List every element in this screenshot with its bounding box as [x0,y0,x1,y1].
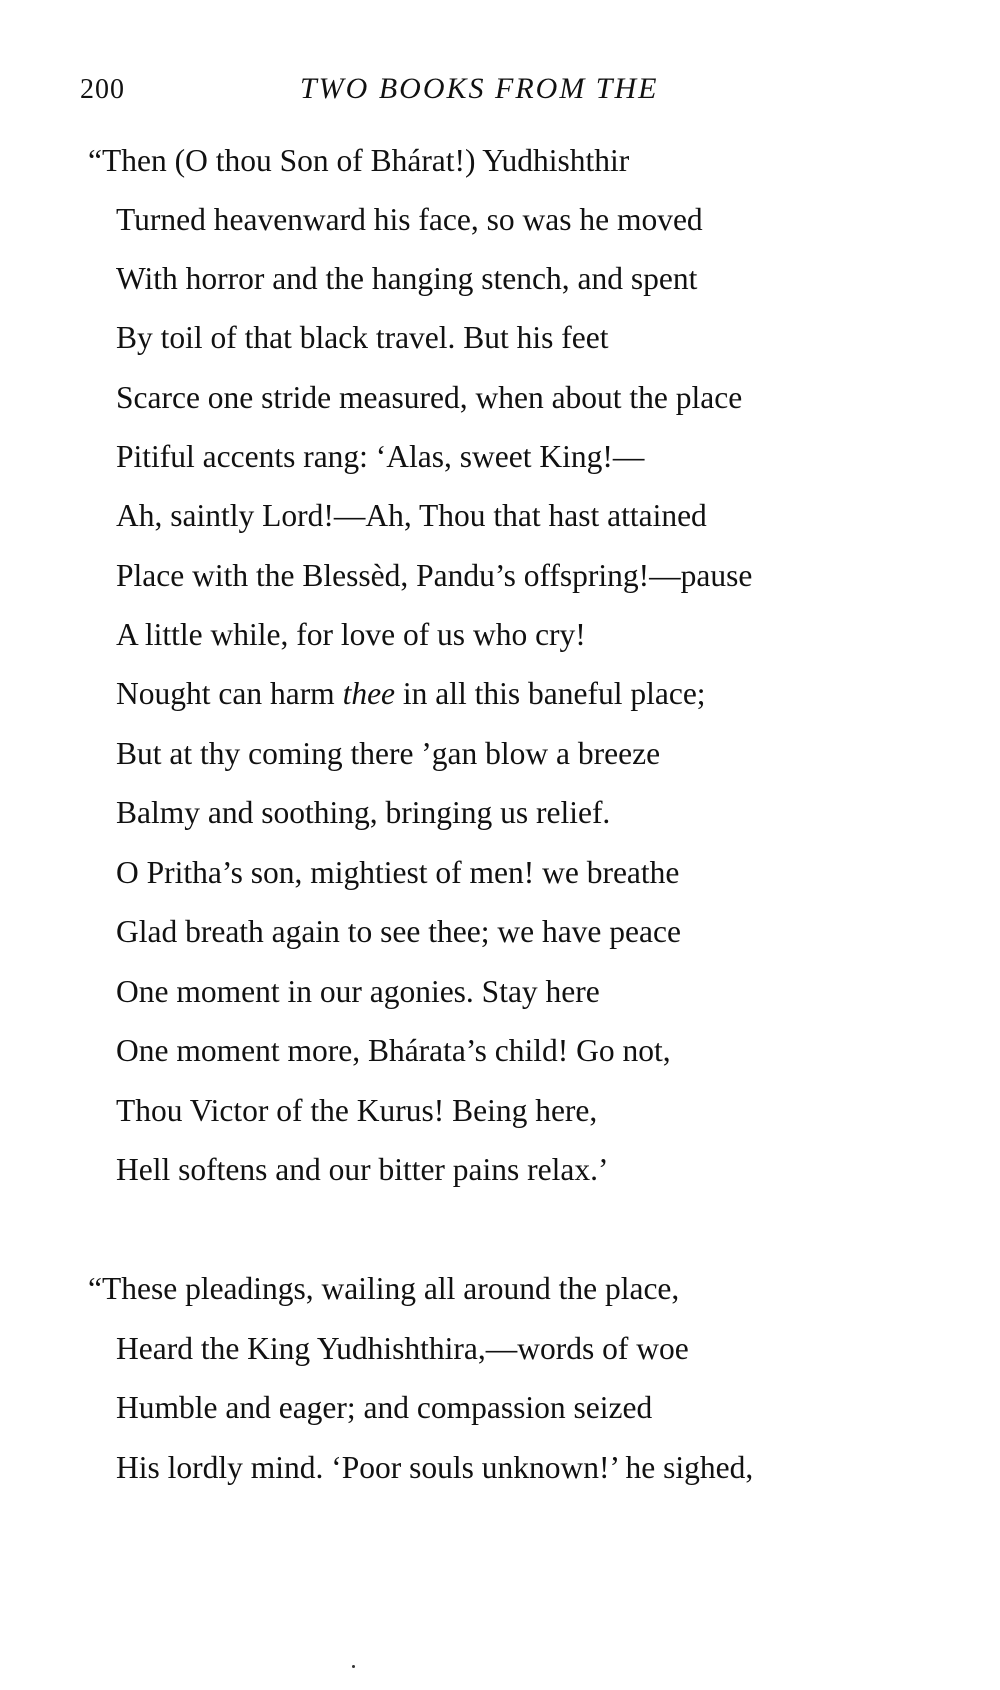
verse-line: Humble and eager; and compassion seized [116,1390,653,1425]
verse-line: One moment in our agonies. Stay here [116,974,600,1009]
verse-line: Glad breath again to see thee; we have peace [116,914,681,949]
verse-line: His lordly mind. ‘Poor souls unknown!’ he sighed, [116,1450,754,1485]
verse-line: A little while, for love of us who cry! [116,617,586,652]
ink-speck [352,1665,355,1668]
verse-line: O Pritha’s son, mightiest of men! we breathe [116,855,680,890]
verse-line [116,674,706,714]
italic-word: thee [342,676,396,711]
verse-line: Scarce one stride measured, when about the place [116,380,743,415]
verse-line: Turned heavenward his face, so was he moved [116,202,703,237]
verse-line: Place with the Blessèd, Pandu’s offspring!—pause [116,558,753,593]
verse-line: Heard the King Yudhishthira,—words of woe [116,1331,689,1366]
verse-text: Nought can harm [116,676,343,711]
running-head: TWO BOOKS FROM THE [300,72,659,105]
verse-text: in all this baneful place; [395,676,706,711]
verse-line: Hell softens and our bitter pains relax.’ [116,1152,609,1187]
verse-line: Pitiful accents rang: ‘Alas, sweet King!— [116,439,645,474]
verse-line: Thou Victor of the Kurus! Being here, [116,1093,598,1128]
verse-line: One moment more, Bhárata’s child! Go not, [116,1033,671,1068]
verse-line: “These pleadings, wailing all around the place, [88,1271,680,1306]
verse-line: But at thy coming there ’gan blow a breeze [116,736,661,771]
verse-line: Ah, saintly Lord!—Ah, Thou that hast attained [116,498,707,533]
verse-line: By toil of that black travel. But his feet [116,320,609,355]
verse-line: Balmy and soothing, bringing us relief. [116,795,611,830]
page-number: 200 [80,74,125,105]
verse-line: With horror and the hanging stench, and spent [116,261,698,296]
verse-line: “Then (O thou Son of Bhárat!) Yudhishthir [88,143,630,178]
